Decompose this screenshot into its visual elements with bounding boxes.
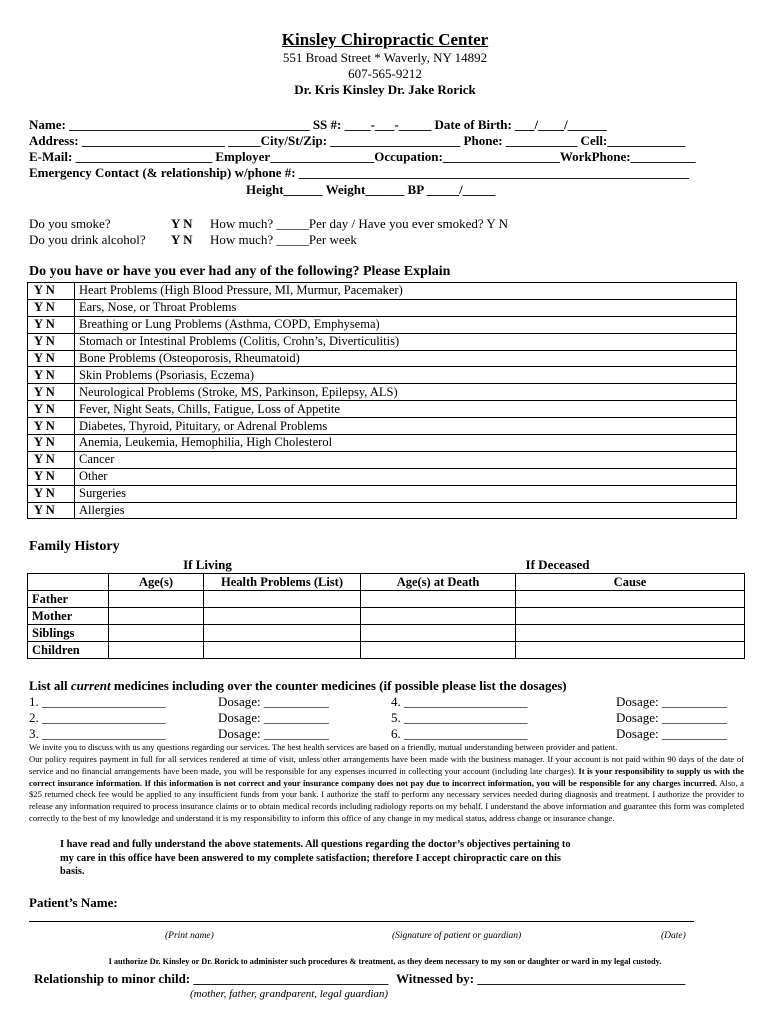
condition-label: Heart Problems (High Blood Pressure, MI, Murmur, Pacemaker) xyxy=(75,283,737,300)
condition-label: Neurological Problems (Stroke, MS, Parkinson, Epilepsy, ALS) xyxy=(75,384,737,401)
condition-row xyxy=(28,418,737,435)
condition-yn[interactable]: Y N xyxy=(28,333,75,350)
condition-label: Fever, Night Seats, Chills, Fatigue, Loss of Appetite xyxy=(75,401,737,418)
children-ages[interactable] xyxy=(109,642,204,659)
condition-row xyxy=(28,502,737,519)
condition-row xyxy=(28,283,737,300)
dosage-2[interactable]: Dosage: __________ xyxy=(218,710,329,725)
relationship-field[interactable]: Relationship to minor child: ______________________________ xyxy=(34,971,389,986)
siblings-cause[interactable] xyxy=(516,625,745,642)
drink-amount[interactable]: How much? _____Per week xyxy=(210,232,357,247)
condition-yn[interactable]: Y N xyxy=(28,316,75,333)
dosage-6[interactable]: Dosage: __________ xyxy=(616,726,727,741)
condition-row xyxy=(28,451,737,468)
condition-row xyxy=(28,485,737,502)
condition-yn[interactable]: Y N xyxy=(28,451,75,468)
mother-age-death[interactable] xyxy=(361,608,516,625)
father-age-death[interactable] xyxy=(361,591,516,608)
medicine-3[interactable]: 3. ___________________ xyxy=(29,726,166,741)
condition-yn[interactable]: Y N xyxy=(28,468,75,485)
dosage-1[interactable]: Dosage: __________ xyxy=(218,694,329,709)
family-row-label: Mother xyxy=(28,608,109,625)
siblings-age-death[interactable] xyxy=(361,625,516,642)
condition-label: Surgeries xyxy=(75,485,737,502)
clinic-phone: 607-565-9212 xyxy=(348,66,422,81)
conditions-heading: Do you have or have you ever had any of the following? Please Explain xyxy=(29,264,451,279)
medicine-5[interactable]: 5. ___________________ xyxy=(391,710,528,725)
relationship-note: (mother, father, grandparent, legal guardian) xyxy=(190,988,389,1000)
condition-label: Cancer xyxy=(75,451,737,468)
if-living-label: If Living xyxy=(183,557,232,572)
col-cause: Cause xyxy=(516,574,745,591)
medicines-heading: List all current medicines including over the counter medicines (if possible please list the dosages) xyxy=(29,678,567,693)
condition-yn[interactable]: Y N xyxy=(28,435,75,452)
condition-label: Allergies xyxy=(75,502,737,519)
condition-row xyxy=(28,333,737,350)
col-ages: Age(s) xyxy=(109,574,204,591)
condition-row xyxy=(28,435,737,452)
if-deceased-label: If Deceased xyxy=(525,557,590,572)
medicine-2[interactable]: 2. ___________________ xyxy=(29,710,166,725)
condition-yn[interactable]: Y N xyxy=(28,502,75,519)
dosage-3[interactable]: Dosage: __________ xyxy=(218,726,329,741)
family-row-label: Father xyxy=(28,591,109,608)
condition-yn[interactable]: Y N xyxy=(28,384,75,401)
patient-info-line-email[interactable]: E-Mail: _____________________ Employer________________Occupation:__________________WorkPhone:__________ xyxy=(29,149,696,164)
condition-label: Bone Problems (Osteoporosis, Rheumatoid) xyxy=(75,350,737,367)
conditions-table xyxy=(27,282,737,519)
father-cause[interactable] xyxy=(516,591,745,608)
family-row-label: Children xyxy=(28,642,109,659)
col-age-at-death: Age(s) at Death xyxy=(361,574,516,591)
children-age-death[interactable] xyxy=(361,642,516,659)
condition-row xyxy=(28,299,737,316)
medicine-4[interactable]: 4. ___________________ xyxy=(391,694,528,709)
clinic-address: 551 Broad Street * Waverly, NY 14892 xyxy=(282,50,488,65)
condition-row xyxy=(28,316,737,333)
condition-row xyxy=(28,367,737,384)
patient-name-label: Patient’s Name: xyxy=(29,895,118,910)
condition-label: Ears, Nose, or Throat Problems xyxy=(75,299,737,316)
children-cause[interactable] xyxy=(516,642,745,659)
family-history-table xyxy=(27,573,745,659)
drink-question: Do you drink alcohol? xyxy=(29,232,146,247)
mother-health[interactable] xyxy=(204,608,361,625)
signature-label: (Signature of patient or guardian) xyxy=(392,931,522,941)
siblings-ages[interactable] xyxy=(109,625,204,642)
acknowledgement: I have read and fully understand the above statements. All questions regarding the doctor’s objectives pertaining to my care in this office have been answered to my complete satisfaction; therefore I accept chiropractic care on this basis. xyxy=(60,839,571,877)
col-health-problems: Health Problems (List) xyxy=(204,574,361,591)
mother-cause[interactable] xyxy=(516,608,745,625)
policy-intro: We invite you to discuss with us any questions regarding our services. The best health services are based on a friendly, mutual understanding between provider and patient. xyxy=(29,742,618,752)
condition-label: Stomach or Intestinal Problems (Colitis, Crohn’s, Diverticulitis) xyxy=(75,333,737,350)
clinic-doctors: Dr. Kris Kinsley Dr. Jake Rorick xyxy=(294,82,476,97)
drink-yn[interactable]: Y N xyxy=(171,232,193,247)
condition-label: Anemia, Leukemia, Hemophilia, High Cholesterol xyxy=(75,435,737,452)
patient-info-line-address[interactable]: Address: ______________________ _____City/St/Zip: ____________________ Phone: ___________ Cell:____________ xyxy=(29,133,686,148)
siblings-health[interactable] xyxy=(204,625,361,642)
smoke-amount[interactable]: How much? _____Per day / Have you ever smoked? Y N xyxy=(210,216,508,231)
father-health[interactable] xyxy=(204,591,361,608)
condition-row xyxy=(28,384,737,401)
medicine-1[interactable]: 1. ___________________ xyxy=(29,694,166,709)
family-history-heading: Family History xyxy=(29,539,120,554)
date-label: (Date) xyxy=(661,931,686,941)
condition-row xyxy=(28,401,737,418)
condition-label: Skin Problems (Psoriasis, Eczema) xyxy=(75,367,737,384)
dosage-4[interactable]: Dosage: __________ xyxy=(616,694,727,709)
condition-row xyxy=(28,350,737,367)
condition-label: Breathing or Lung Problems (Asthma, COPD, Emphysema) xyxy=(75,316,737,333)
medicine-6[interactable]: 6. ___________________ xyxy=(391,726,528,741)
authorization-statement: I authorize Dr. Kinsley or Dr. Rorick to administer such procedures & treatment, as they deem necessary to my son or daughter or ward in my legal custody. xyxy=(108,957,662,966)
father-ages[interactable] xyxy=(109,591,204,608)
signature-line[interactable] xyxy=(29,921,694,922)
condition-label: Other xyxy=(75,468,737,485)
patient-info-line-vitals[interactable]: Height______ Weight______ BP _____/_____ xyxy=(246,182,496,197)
smoke-yn[interactable]: Y N xyxy=(171,216,193,231)
mother-ages[interactable] xyxy=(109,608,204,625)
children-health[interactable] xyxy=(204,642,361,659)
patient-info-line-emergency[interactable]: Emergency Contact (& relationship) w/phone #: ____________________________________________________________ xyxy=(29,165,689,180)
condition-yn[interactable]: Y N xyxy=(28,367,75,384)
print-name-label: (Print name) xyxy=(165,931,214,941)
condition-yn[interactable]: Y N xyxy=(28,485,75,502)
condition-row xyxy=(28,468,737,485)
condition-label: Diabetes, Thyroid, Pituitary, or Adrenal Problems xyxy=(75,418,737,435)
family-row-label: Siblings xyxy=(28,625,109,642)
patient-info-line-name[interactable]: Name: _____________________________________ SS #: ____-___-_____ Date of Birth: ___/____/______ xyxy=(29,117,607,132)
condition-yn[interactable]: Y N xyxy=(28,401,75,418)
condition-yn[interactable]: Y N xyxy=(28,299,75,316)
dosage-5[interactable]: Dosage: __________ xyxy=(616,710,727,725)
smoke-question: Do you smoke? xyxy=(29,216,111,231)
condition-yn[interactable]: Y N xyxy=(28,283,75,300)
policy-body: Our policy requires payment in full for all services rendered at time of visit, unless other arrangements have been made with the business manager. If your account is not paid within 90 days of the date of service and no financial arrangements have been made, you will be responsible for any expenses incurred in collecting your account (including late charges). It is your responsibility to supply us with the correct insurance information. If this information is not correct and your insurance company does not pay due to incorrect information, you will be responsible for any charges incurred. Also, a $25 returned check fee would be applied to any insufficient funds from your bank. I authorize the staff to perform any necessary services needed during diagnosis and treatment. I authorize the provider to release any information required to process insurance claims or to obtain medical records including radiology reports on my behalf. I understand the above information and guarantee this form was completed correctly to the best of my knowledge and understand it is my responsibility to inform this office of any change in my medical status, address change or insurance change. xyxy=(29,754,744,823)
clinic-title: Kinsley Chiropractic Center xyxy=(281,30,489,49)
condition-yn[interactable]: Y N xyxy=(28,350,75,367)
condition-yn[interactable]: Y N xyxy=(28,418,75,435)
witnessed-field[interactable]: Witnessed by: ________________________________ xyxy=(396,971,686,986)
